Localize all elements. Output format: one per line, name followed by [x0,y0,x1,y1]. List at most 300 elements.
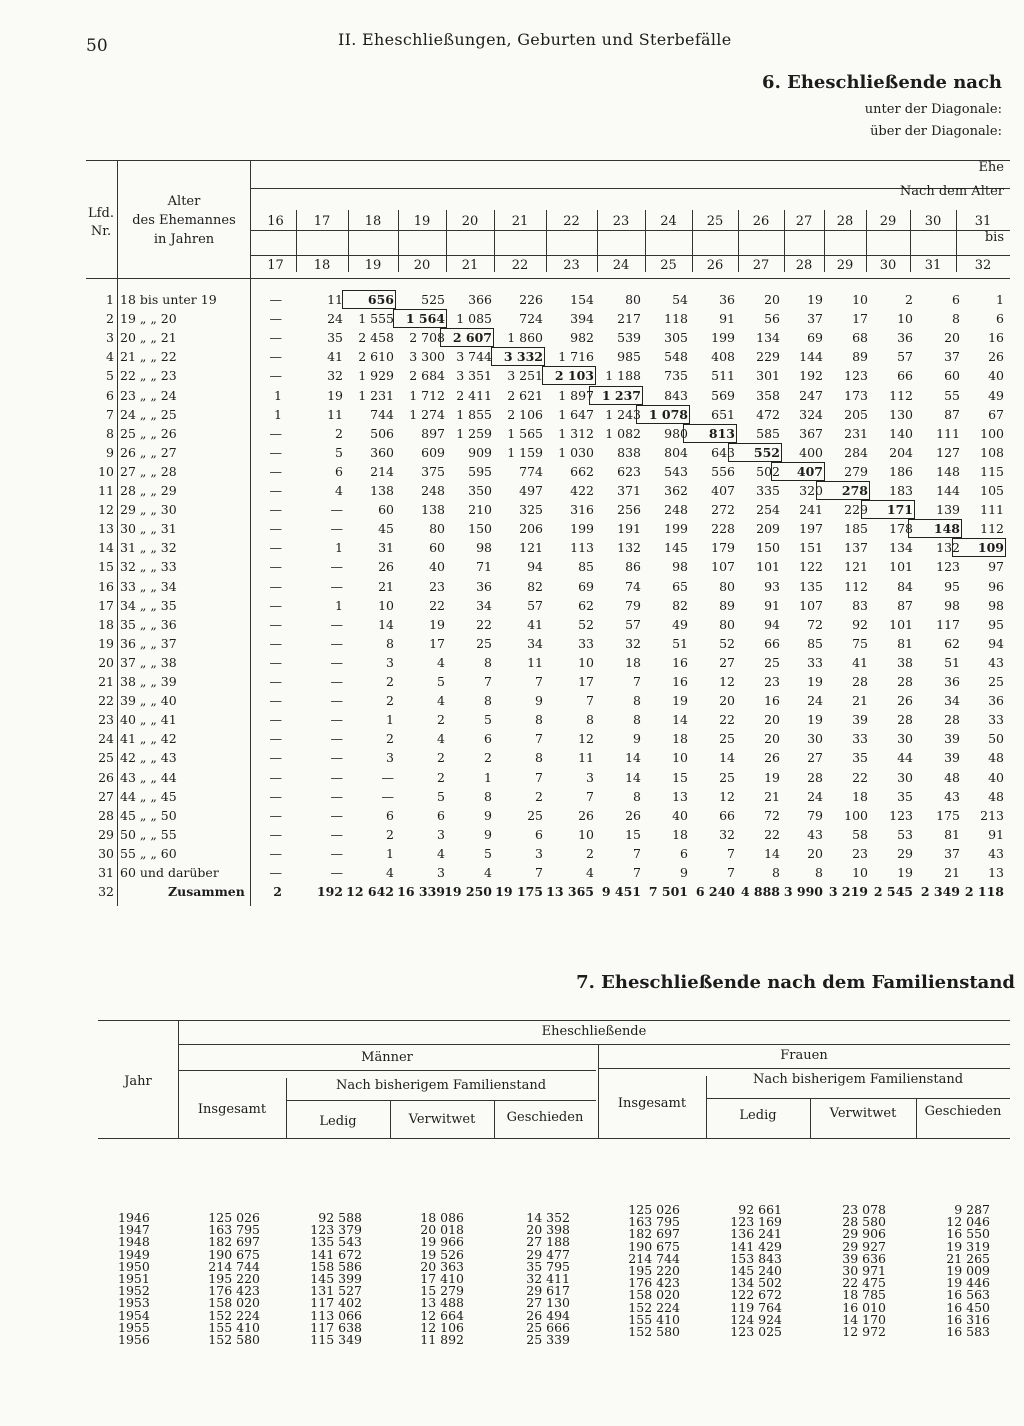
t6-col-to: 25 [660,258,677,273]
t6-header-in: in Jahren [153,232,215,247]
t6-cell: 67 [988,406,1004,422]
t6-cell: 19 [764,769,780,785]
t7-cell: 16 550 [946,1226,990,1242]
t6-cell: 39 [852,712,868,728]
t6-cell: 552 [730,445,780,460]
t6-cell: — [330,502,343,518]
t6-cell: 2 [386,693,394,709]
t7-cell: 25 339 [526,1332,570,1347]
t6-cell: 19 175 [495,884,543,900]
t6-cell: 472 [756,406,780,422]
t6-cell: 86 [625,559,641,575]
t7-header-nach-m: Nach bisherigem Familienstand [335,1078,547,1093]
t7-rule-ff [598,1068,1010,1069]
t6-cell: 79 [807,807,823,823]
t7-cell: 113 066 [310,1307,362,1323]
t7-header-jahr: Jahr [124,1074,152,1089]
t7-cell: 125 026 [628,1202,680,1217]
t6-cell: 108 [980,444,1004,460]
t6-cell: 22 [429,597,445,613]
t6-row-age: 50 „ „ 55 [120,826,177,842]
t6-cell: 185 [844,521,868,537]
t6-cell: 112 [844,578,868,594]
t6-cell: 6 [952,292,960,307]
t6-row-age: 42 „ „ 43 [120,750,177,766]
t6-col-to: 22 [511,258,529,273]
t6-cell: 10 [852,865,868,880]
t6-cell: 17 [429,635,445,651]
t6-cell: 36 [897,330,913,346]
t7-cell: 155 410 [208,1319,260,1335]
t6-cell: 22 [476,616,492,632]
t7-rule-mm [178,1070,596,1071]
t6-cell: 138 [421,502,445,518]
t6-cell: 148 [936,463,960,479]
t6-row-number: 18 [98,616,114,632]
t6-cell: — [269,788,282,804]
t6-cell: 98 [944,597,960,613]
t6-row-age: 41 „ „ 42 [120,731,177,747]
t6-cell: — [269,521,282,537]
t6-cell: 2 [437,750,445,766]
t6-col-from: 25 [706,214,724,229]
t6-row-number: 23 [98,712,114,728]
t6-cell: 18 [852,788,868,804]
t7-cell: 27 130 [526,1295,570,1311]
t7-cell: 190 675 [208,1246,260,1262]
t6-cell: 1 564 [395,311,445,326]
t6-cell: 105 [980,483,1004,498]
t6-cell: 7 [633,845,641,861]
t6-cell: 60 [429,540,445,556]
t7-cell: 115 349 [310,1332,362,1347]
t6-cell: 19 [672,693,688,709]
t6-cell: 123 [889,807,913,823]
t7-row-year: 1949 [118,1246,150,1262]
t6-cell: 3 219 [828,884,868,900]
t6-cell: 179 [711,540,735,556]
t6-cell: 8 [484,693,492,709]
t6-cell: 1 860 [507,330,543,346]
t6-cell: 16 [988,330,1004,346]
t6-rule-mid [250,230,1010,231]
t6-cell: 91 [764,597,780,613]
t6-cell: 2 103 [544,368,594,383]
t7-row-year: 1955 [118,1319,150,1335]
t6-cell: 132 [936,540,960,556]
t6-cell: 5 [484,712,492,728]
t7-cell: 16 583 [946,1324,990,1339]
t6-cell: 26 [378,559,394,575]
t6-cell: 3 [437,865,445,880]
t6-cell: 6 [386,807,394,823]
t6-cell: 87 [897,597,913,613]
t6-cell: 130 [889,406,913,422]
t6-cell: 6 240 [695,884,735,900]
t6-cell: 26 [625,807,641,823]
t6-cell: 118 [664,311,688,327]
t6-cell: 25 [527,807,543,823]
t7-cell: 28 580 [842,1214,886,1230]
t6-cell: 44 [897,750,913,766]
t6-cell: 123 [936,559,960,575]
t6-cell: 1 078 [638,407,688,422]
t6-cell: 10 [897,311,913,327]
t6-cell: 7 [535,769,543,785]
t6-cell: 229 [844,502,868,518]
t6-cell: 66 [719,807,735,823]
t6-cell: 36 [719,292,735,307]
t6-cell: — [269,712,282,728]
t6-cell: 54 [672,292,688,307]
t7-cell: 92 588 [318,1210,362,1225]
t7-row-year: 1956 [118,1332,150,1347]
t6-cell: 69 [807,330,823,346]
t7-cell: 141 429 [730,1238,782,1254]
t7-cell: 158 020 [628,1287,680,1303]
t6-cell: — [269,616,282,632]
t6-cell: 511 [711,368,735,384]
t6-cell: 305 [664,330,688,346]
t6-cell: 25 [764,654,780,670]
t7-cell: 176 423 [628,1275,680,1291]
t6-cell: 19 [327,387,343,403]
t6-row-age: 43 „ „ 44 [120,769,177,785]
t7-header-frauen: Frauen [780,1048,828,1063]
t6-cell: 81 [944,826,960,842]
t6-cell: 28 [897,674,913,689]
t6-cell: 7 [535,865,543,880]
t6-cell: 1 855 [456,406,492,422]
t6-col-to: 32 [974,258,992,273]
t6-cell: 325 [519,502,543,518]
t6-cell: 256 [617,502,641,518]
t6-cell: 2 545 [873,884,913,900]
t6-cell: 100 [980,425,1004,441]
t6-cell: 4 [335,483,343,498]
t6-cell: 1 231 [358,387,394,403]
t6-cell: 9 [633,731,641,747]
t6-cell: 744 [370,406,394,422]
t6-col-from: 17 [313,214,331,229]
t6-cell: 25 [476,635,492,651]
t6-cell: 1 082 [605,425,641,441]
t6-cell: 148 [910,521,960,536]
t6-cell: — [269,693,282,709]
t6-cell: 569 [711,387,735,403]
t6-cell: 662 [570,463,594,479]
t6-cell: 247 [799,387,823,403]
t6-cell: 93 [764,578,780,594]
table6-title: 6. Eheschließende nach [762,72,1002,93]
table7-title: 7. Eheschließende nach dem Familienstand [576,972,1015,993]
t6-cell: — [330,616,343,632]
t6-cell: 109 [954,540,1004,555]
t6-cell: 98 [672,559,688,575]
t6-cell: 5 [335,444,343,460]
t6-cell: 68 [852,330,868,346]
t7-cell: 22 475 [842,1275,886,1291]
t6-cell: 229 [756,349,780,365]
t7-cell: 135 543 [310,1234,362,1250]
t7-cell: 26 494 [526,1307,570,1323]
t6-cell: 101 [889,559,913,575]
t6-cell: 98 [476,540,492,556]
t7-cell: 19 526 [420,1246,464,1262]
t6-cell: 135 [799,578,823,594]
t6-header-ehe: Ehe [978,160,1004,175]
t6-cell: 1 [484,769,492,785]
t6-cell: 183 [889,483,913,498]
t6-cell: 1 716 [558,349,594,365]
t7-cell: 141 672 [310,1246,362,1262]
t6-cell: 33 [988,712,1004,728]
t6-cell: 37 [807,311,823,327]
t6-cell: 137 [844,540,868,556]
t7-top-rule [98,1020,1010,1021]
t6-cell: 62 [944,635,960,651]
t6-cell: 3 [386,750,394,766]
t6-cell: 65 [672,578,688,594]
t6-cell: 58 [852,826,868,842]
t6-cell: 48 [988,788,1004,804]
t6-col-to: 18 [313,258,331,273]
t6-cell: 57 [527,597,543,613]
t6-cell: 422 [570,483,594,498]
t6-cell: 22 [764,826,780,842]
t6-cell: 94 [764,616,780,632]
t6-cell: 9 [484,807,492,823]
t6-cell: 2 684 [409,368,445,384]
t6-cell: 20 [764,712,780,728]
t6-cell: 980 [664,425,688,441]
t6-cell: 366 [468,292,492,307]
t6-cell: 2 [586,845,594,861]
t6-header-bis: bis [984,230,1004,245]
t6-cell: — [269,578,282,594]
t6-cell: 20 [944,330,960,346]
t6-cell: 121 [519,540,543,556]
t6-cell: 98 [988,597,1004,613]
t7-cell: 32 411 [526,1271,570,1286]
t6-cell: 66 [764,635,780,651]
t7-cell: 182 697 [628,1226,680,1242]
t6-cell: 3 [535,845,543,861]
t6-cell: 838 [617,444,641,460]
t6-cell: 1 [274,406,282,422]
t6-cell: 33 [578,635,594,651]
t6-cell: — [269,635,282,651]
t6-cell: 14 [625,769,641,785]
t6-cell: 37 [944,349,960,365]
t6-cell: 556 [711,463,735,479]
t6-col-to: 24 [612,258,630,273]
t6-cell: 360 [370,444,394,460]
t6-col-from: 23 [612,214,630,229]
t6-cell: 13 [988,865,1004,880]
t6-cell: 84 [897,578,913,594]
t6-cell: 10 [672,750,688,766]
t6-row-number: 7 [106,406,114,422]
t7-header-geschieden-f: Geschieden [924,1104,1002,1119]
t6-cell: 724 [519,311,543,327]
t6-cell: 2 106 [507,406,543,422]
t6-vsep-1 [117,160,118,906]
t6-cell: 89 [852,349,868,365]
t6-cell: 175 [936,807,960,823]
t7-cell: 19 319 [946,1238,990,1254]
t6-cell: 18 [625,654,641,670]
t6-cell: 40 [672,807,688,823]
t6-cell: 204 [889,444,913,460]
t6-cell: 16 [764,693,780,709]
t6-cell: — [269,845,282,861]
t6-cell: 1 243 [605,406,641,422]
t6-cell: 138 [370,483,394,498]
t7-cell: 29 617 [526,1283,570,1299]
t6-cell: 16 339 [397,884,445,900]
t6-cell: 79 [625,597,641,613]
t6-cell: 60 [944,368,960,384]
t6-cell: 7 [535,731,543,747]
t6-cell: 6 [996,311,1004,327]
t7-header-nach-f: Nach bisherigem Familienstand [752,1072,964,1087]
t6-row-age: 60 und darüber [120,865,219,880]
t6-cell: 11 [327,406,343,422]
t6-cell: 375 [421,463,445,479]
t6-cell: 1 565 [507,425,543,441]
t6-cell: 226 [519,292,543,307]
t6-cell: 210 [468,502,492,518]
t6-cell: 12 [719,674,735,689]
t6-row-number: 22 [98,693,114,709]
t6-cell: 324 [799,406,823,422]
t6-cell: 2 607 [442,330,492,345]
t6-cell: 29 [897,845,913,861]
t6-cell: 14 [719,750,735,766]
t6-cell: 111 [936,425,960,441]
t6-row-number: 25 [98,750,114,766]
t6-cell: 6 [335,463,343,479]
t6-cell: 656 [344,292,394,307]
t6-cell: 21 [378,578,394,594]
t6-cell: 3 [386,654,394,670]
t6-cell: 1 555 [358,311,394,327]
t6-col-to: 17 [267,258,284,273]
t6-cell: 10 [578,826,594,842]
t7-cell: 12 972 [842,1324,886,1339]
t7-cell: 29 477 [526,1246,570,1262]
t6-cell: 26 [897,693,913,709]
t6-cell: 34 [476,597,492,613]
t6-cell: 27 [807,750,823,766]
t6-cell: — [330,521,343,537]
t6-col-from: 24 [660,214,677,229]
t6-cell: 278 [818,483,868,498]
t6-row-age: 32 „ „ 33 [120,559,177,575]
t6-col-to: 26 [706,258,724,273]
t6-row-age: 38 „ „ 39 [120,674,177,689]
t6-cell: 40 [988,368,1004,384]
t6-cell: 543 [664,463,688,479]
t6-row-age: 22 „ „ 23 [120,368,177,384]
t6-cell: 6 [437,807,445,823]
t6-cell: 55 [944,387,960,403]
t6-row-age: 40 „ „ 41 [120,712,177,728]
t7-cell: 195 220 [628,1263,680,1278]
t6-cell: 30 [897,769,913,785]
t7-rule-nach-m [286,1100,596,1101]
t7-cell: 152 224 [628,1299,680,1315]
t6-cell: 11 [578,750,594,766]
t6-cell: — [269,463,282,479]
t6-cell: — [330,750,343,766]
t6-cell: 28 [852,674,868,689]
t6-cell: 9 451 [601,884,641,900]
t6-cell: 30 [897,731,913,747]
t6-cell: 8 [815,865,823,880]
t6-cell: 94 [988,635,1004,651]
t6-cell: 112 [889,387,913,403]
t6-row-number: 5 [106,368,114,384]
t6-cell: 19 [807,292,823,307]
t6-cell: 248 [664,502,688,518]
t7-header-insgesamt-f: Insgesamt [617,1096,687,1111]
t6-cell: 21 [944,865,960,880]
t6-cell: 139 [936,502,960,518]
t6-cell: 2 [386,674,394,689]
t6-cell: 117 [936,616,960,632]
t6-cell: 43 [988,845,1004,861]
t6-cell: 14 [672,712,688,728]
t6-cell: 144 [799,349,823,365]
t6-cell: 121 [844,559,868,575]
t6-cell: 1 259 [456,425,492,441]
t6-cell: 35 [897,788,913,804]
t6-cell: 85 [807,635,823,651]
t6-cell: 25 [719,769,735,785]
t7-cell: 25 666 [526,1319,570,1335]
t7-cell: 12 106 [420,1319,464,1335]
t6-col-from: 20 [461,214,479,229]
t6-cell: 28 [807,769,823,785]
t6-cell: 82 [527,578,543,594]
t6-cell: 548 [664,349,688,365]
t7-cell: 152 224 [208,1307,260,1323]
t6-cell: 254 [756,502,780,518]
t6-row-age: 34 „ „ 35 [120,597,177,613]
t6-header-des: des Ehemannes [132,213,236,228]
t7-cell: 176 423 [208,1283,260,1299]
t6-row-age: 31 „ „ 32 [120,540,177,556]
t6-cell: 34 [944,693,960,709]
t6-cell: — [330,769,343,785]
t6-cell: 101 [889,616,913,632]
t6-cell: — [269,292,282,307]
t6-cell: 2 [437,769,445,785]
t6-row-number: 11 [98,483,114,498]
t7-cell: 123 169 [730,1214,782,1230]
t6-cell: 371 [617,483,641,498]
t7-header-verwitwet-f: Verwitwet [829,1106,897,1121]
t7-cell: 158 020 [208,1295,260,1311]
t7-cell: 195 220 [208,1271,260,1286]
t6-cell: 43 [988,654,1004,670]
t7-cell: 190 675 [628,1238,680,1254]
t6-cell: 7 [727,845,735,861]
t6-row-number: 30 [98,845,114,861]
t6-header-nr: Nr. [90,224,112,239]
